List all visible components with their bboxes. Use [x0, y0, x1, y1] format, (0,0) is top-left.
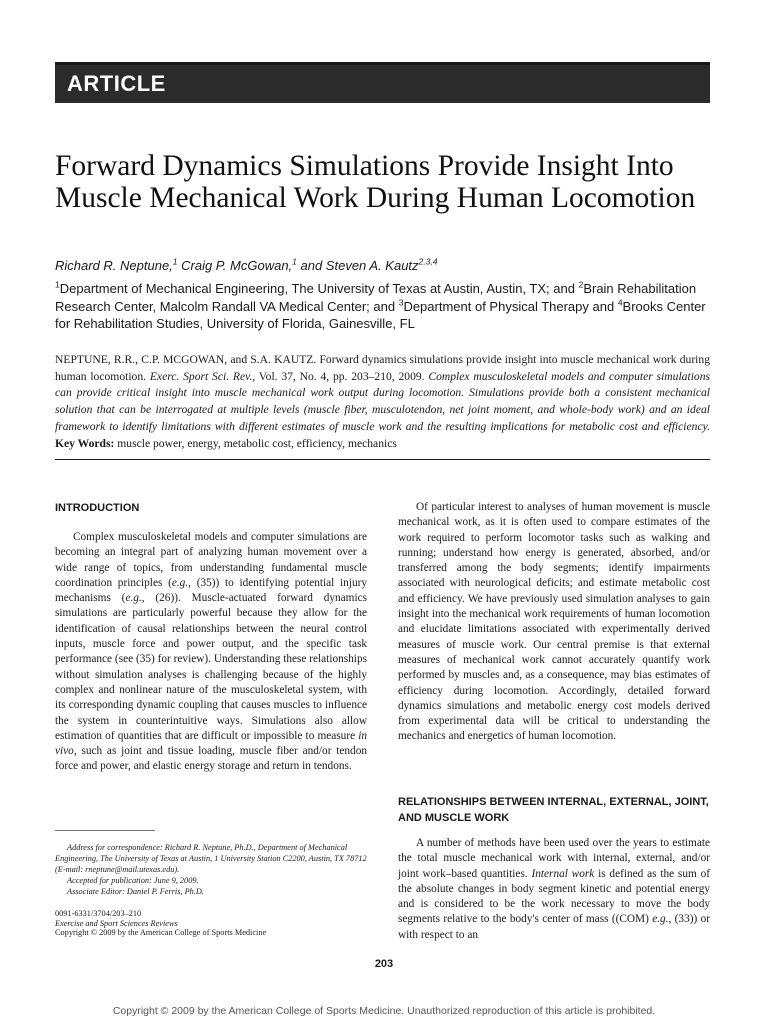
right-text-3: , (33)) or with respect to an — [398, 913, 710, 941]
affil-3: Department of Physical Therapy and — [403, 298, 618, 314]
abstract — [55, 352, 710, 452]
journal-identifier — [55, 909, 367, 938]
copyright-notice: Copyright © 2009 by the American College of Sports Medicine. Unauthorized reproduction of this article is prohibited. — [112, 1005, 656, 1017]
article-banner — [55, 65, 710, 103]
affil-4: Brooks Center for Rehabilitation Studies, University of Florida, Gainesville, FL — [55, 298, 706, 331]
footnote-address: Address for correspondence: Richard R. Neptune, Ph.D., Department of Mechanical Engineering, The University of Texas at Austin, 1 University Station C2200, Austin, TX 78712 (E-mail: rneptune@mail.utexas.edu). — [55, 843, 367, 874]
page-number: 203 — [374, 958, 394, 970]
affil-sup-3: 3 — [398, 297, 404, 308]
intro-eg-2: e.g. — [125, 592, 142, 605]
affil-sup-2: 2 — [578, 279, 584, 290]
intro-in-vivo: in vivo — [55, 729, 367, 758]
keywords-label: Key Words: — [55, 436, 115, 450]
right-text-2: is defined as the sum of the absolute changes in body segment kinetic and potential energy and is considered to be the work necessary to move the body segments relative to the body's center of mass ((COM) — [398, 867, 710, 926]
right-paragraph-1: Of particular interest to analyses of human movement is muscle mechanical work, as it is often used to compare estimates of the work required to perform locomotor tasks such as walking and running; understand how energy is generated, absorbed, and/or transferred among the body segments; identify impairments associated with neurological deficits; and estimate metabolic cost and efficiency. We have previously used simulation analyses to gain insight into the mechanical work requirements of human locomotion and elucidate limitations associated with experimentally derived measures of muscle work. Our central premise is that external measures of mechanical work cannot accurately quantify work performed by muscles and, as a consequence, may bias estimates of efficiency during locomotion. Accordingly, detailed forward dynamics simulations and metabolic energy cost models derived from experimental data will be critical to understanding the mechanics and energetics of human locomotion. — [398, 501, 710, 743]
right-column — [398, 500, 710, 745]
intro-paragraph — [55, 530, 367, 775]
author-3-sup: 2,3,4 — [418, 256, 438, 267]
author-1-sup: 1 — [172, 256, 178, 267]
keywords: muscle power, energy, metabolic cost, efficiency, mechanics — [114, 436, 397, 450]
intro-text-4: , such as joint and tissue loading, muscle fiber and/or tendon force and power, and elastic energy storage and return in tendons. — [55, 745, 367, 773]
journal-line: Exercise and Sport Sciences Reviews — [55, 918, 178, 928]
intro-text-1: Complex musculoskeletal models and computer simulations are becoming an integral part of analyzing human movement over a wide range of topics, from understanding fundamental muscle coordination principles ( — [55, 531, 367, 589]
abstract-rule — [55, 459, 710, 460]
issn-line: 0091-6331/3704/203–210 — [55, 909, 142, 918]
author-1: Richard R. Neptune, — [55, 258, 173, 273]
author-2: Craig P. McGowan, — [177, 258, 293, 273]
copyright-line: Copyright © 2009 by the American College of Sports Medicine — [55, 928, 267, 938]
intro-text-2: , (35)) to identifying potential injury mechanisms ( — [55, 576, 367, 605]
left-column — [55, 530, 367, 775]
affiliations — [55, 280, 715, 333]
author-3: and Steven A. Kautz — [296, 258, 419, 273]
author-line — [55, 258, 710, 273]
intro-heading: INTRODUCTION — [55, 502, 140, 514]
correspondence-footnote — [55, 842, 367, 897]
right-eg: e.g. — [652, 913, 669, 926]
affil-sup-1: 1 — [55, 279, 60, 290]
abstract-body: Complex musculoskeletal models and computer simulations can provide critical insight into muscle mechanical work output during locomotion. Simulations provide both a consistent mechanical solution that can be interrogated at multiple levels (muscle fiber, musculotendon, net joint moment, and whole-body work) and an ideal framework to identify limitations with different estimates of muscle work and the resulting implications for metabolic cost and efficiency. — [55, 369, 711, 433]
affil-1: Department of Mechanical Engineering, The University of Texas at Austin, Austin, TX; and — [59, 281, 579, 296]
intro-text-3: , (26)). Muscle-actuated forward dynamics simulations are particularly powerful because they allow for the identification of causal relationships between the neural control inputs, muscle force and power output, and the specific task performance (see (35) for review). Understanding these relationships without simulation analyses is challenging because of the highly complex and nonlinear nature of the musculoskeletal system, with its corresponding dynamic coupling that causes muscles to influence the system in counterintuitive ways. Simulations also allow estimation of quantities that are difficult or impossible to measure — [55, 592, 367, 742]
abstract-volume: , Vol. 37, No. 4, pp. 203–210, 2009. — [252, 369, 429, 383]
right-paragraph-2 — [398, 836, 710, 943]
affil-sup-4: 4 — [617, 297, 623, 308]
right-column-2 — [398, 836, 710, 943]
footnote-rule — [55, 830, 155, 831]
journal-name: Exerc. Sport Sci. Rev. — [149, 369, 253, 383]
relationships-heading: RELATIONSHIPS BETWEEN INTERNAL, EXTERNAL, JOINT, AND MUSCLE WORK — [398, 796, 709, 824]
footnote-accepted: Accepted for publication: June 9, 2009. — [67, 876, 199, 885]
author-2-sup: 1 — [292, 256, 297, 267]
affil-2: Brain Rehabilitation Research Center, Malcolm Randall VA Medical Center; and — [55, 281, 697, 314]
abstract-citation: NEPTUNE, R.R., C.P. MCGOWAN, and S.A. KAUTZ. Forward dynamics simulations provide insight into muscle mechanical work during human locomotion. — [55, 353, 710, 383]
internal-work-term: Internal work — [531, 867, 595, 880]
intro-eg-1: e.g. — [171, 576, 189, 589]
right-text-1: A number of methods have been used over the years to estimate the total muscle mechanical work with internal, external, and/or joint work–based quantities. — [398, 837, 710, 880]
article-label: ARTICLE — [67, 71, 166, 96]
article-title: Forward Dynamics Simulations Provide Insight Into Muscle Mechanical Work During Human Locomotion — [55, 150, 696, 214]
footnote-editor: Associate Editor: Daniel P. Ferris, Ph.D. — [67, 887, 204, 896]
